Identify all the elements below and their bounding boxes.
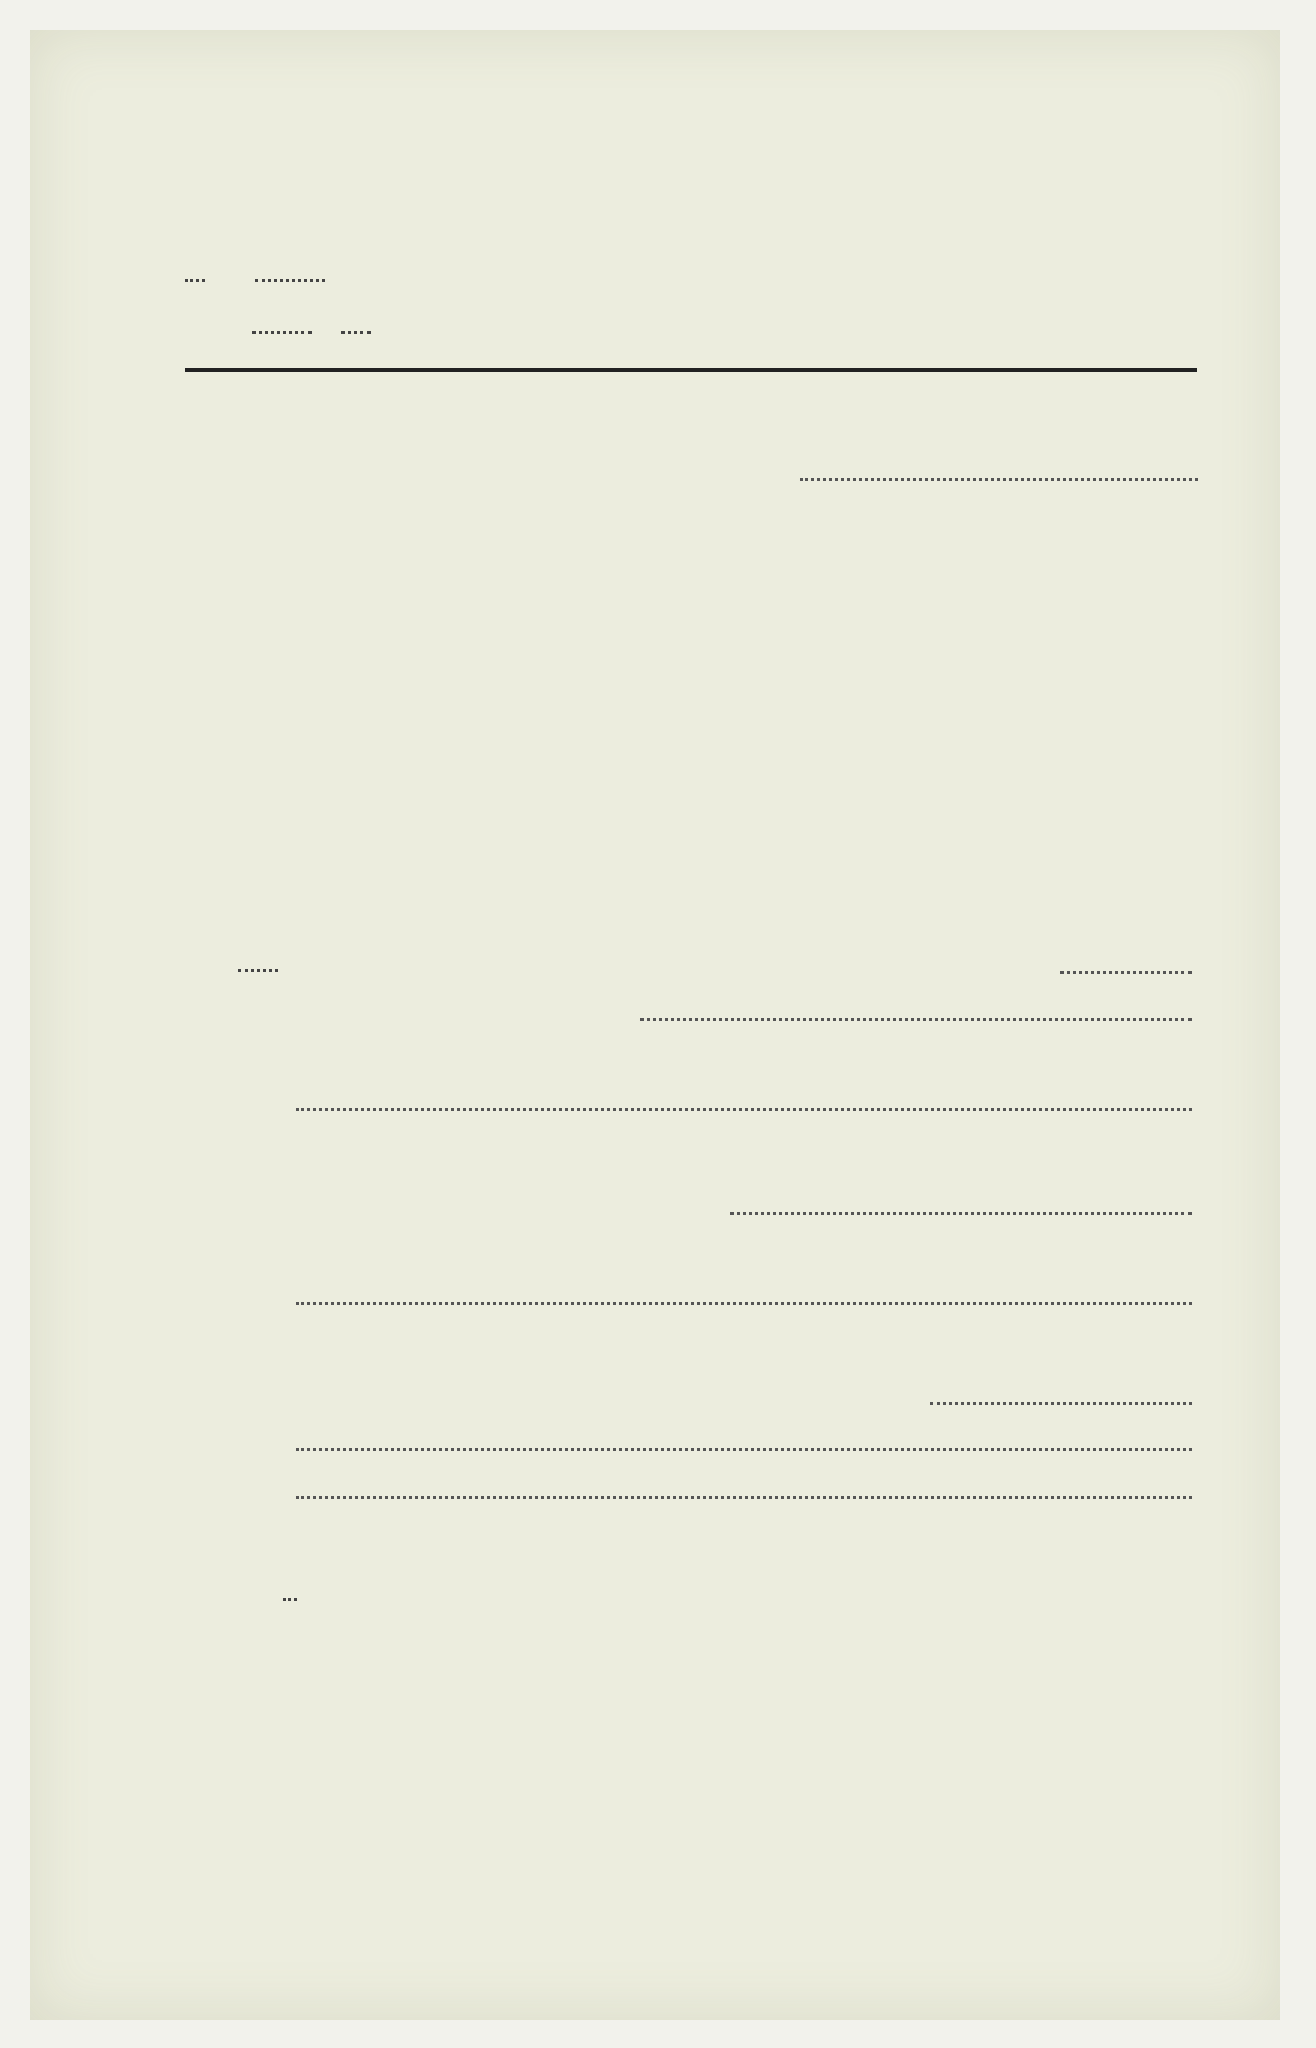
occupation-dotted-line-1 (930, 1402, 1192, 1405)
header-rule (185, 368, 1197, 372)
item-1-row (238, 440, 242, 496)
item-6-row (238, 940, 292, 981)
citizenship-dotted-line (730, 1212, 1192, 1215)
occupation-dotted-line-3 (296, 1496, 1192, 1499)
birthplace-dotted-line (640, 1018, 1192, 1021)
husliste-dotted-line (341, 311, 371, 334)
personseddel-dotted-line (255, 258, 325, 282)
occupation-dotted-line-2 (296, 1448, 1192, 1451)
abroad-dotted-line (296, 1108, 1192, 1111)
birth-year-dotted-line (238, 950, 278, 972)
provider-row (283, 1566, 297, 1610)
family-position-line3-row (283, 644, 297, 695)
religion-dotted-line (296, 1302, 1192, 1305)
provider-dotted-line (283, 1579, 297, 1601)
census-form-sheet (30, 30, 1280, 2020)
herred-dotted-line (185, 258, 205, 282)
taellingskreds-dotted-line (252, 311, 312, 334)
taellingskreds-line (240, 298, 371, 344)
full-name-dotted-line (800, 478, 1198, 481)
birth-month-dotted-line (1060, 971, 1192, 974)
herred-line (185, 242, 325, 293)
